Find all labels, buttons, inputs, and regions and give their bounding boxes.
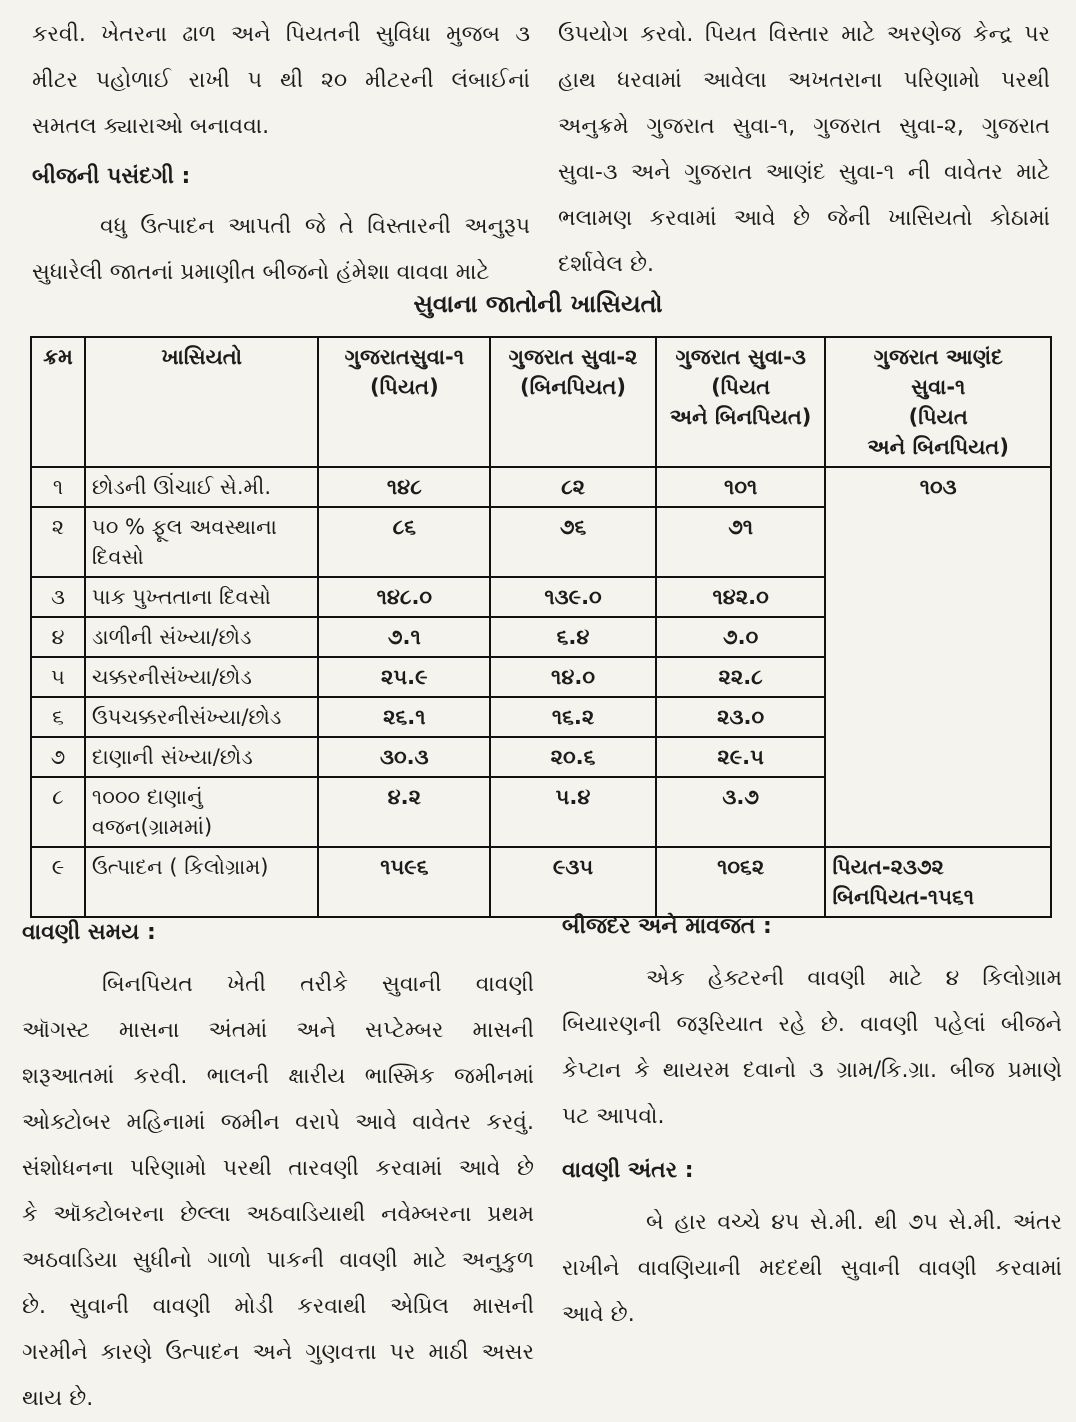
text-line: અઠવાડિયા સુધીનો ગાળો પાકની વાવણી માટે અનુકુળ <box>22 1248 534 1273</box>
cell-variety-2: ૯૩૫ <box>490 847 656 917</box>
header-variety-3 <box>656 337 826 467</box>
table-row <box>31 697 1051 737</box>
cell-sr: ૮ <box>31 777 85 847</box>
cell-variety-3: ૭૧ <box>656 507 826 577</box>
cell-variety-2: ૧૪.૦ <box>490 657 656 697</box>
cell-trait: છોડની ઊંચાઈ સે.મી. <box>85 467 319 507</box>
cell-variety-2: ૧૬.૨ <box>490 697 656 737</box>
text-line: ઑગસ્ટ માસના અંતમાં અને સપ્ટેમ્બર માસની <box>22 1018 534 1043</box>
table-row <box>31 737 1051 777</box>
section-heading-seed-selection: બીજની પસંદગી : <box>32 164 191 189</box>
header-line: (પિયત <box>711 375 771 399</box>
table-row <box>31 467 1051 507</box>
cell-variety-3: ૩.૭ <box>656 777 826 847</box>
cell-sr: ૫ <box>31 657 85 697</box>
text-line: હાથ ધરવામાં આવેલા અખતરાના પરિણામો પરથી <box>558 68 1050 93</box>
cell-variety-1: ૧૫૯૬ <box>318 847 490 917</box>
cell-sr: ૩ <box>31 577 85 617</box>
cell-variety-4 <box>825 777 1051 847</box>
cell-variety-1: ૭.૧ <box>318 617 490 657</box>
text-line: પટ આપવો. <box>562 1104 665 1129</box>
cell-variety-3: ૧૪૨.૦ <box>656 577 826 617</box>
text-line: ગરમીને કારણે ઉત્પાદન અને ગુણવત્તા પર માઠી અસર <box>22 1340 534 1365</box>
cell-variety-1: ૮૬ <box>318 507 490 577</box>
text-line: રાખીને વાવણિયાની મદદથી સુવાની વાવણી કરવામાં <box>562 1256 1062 1281</box>
text-line: મીટર પહોળાઈ રાખી ૫ થી ૨૦ મીટરની લંબાઈનાં <box>32 68 530 93</box>
cell-variety-3: ૨૯.૫ <box>656 737 826 777</box>
section-heading-seed-rate: બીજદર અને માવજત : <box>562 914 772 939</box>
header-line: અને બિનપિયત) <box>867 435 1009 459</box>
table-title: સુવાના જાતોની ખાસિયતો <box>413 290 663 318</box>
cell-trait: દાણાની સંખ્યા/છોડ <box>85 737 319 777</box>
cell-variety-1: ૧૪૮.૦ <box>318 577 490 617</box>
cell-trait: ઉત્પાદન ( કિલોગ્રામ) <box>85 847 319 917</box>
header-line: (પિયત) <box>369 375 439 399</box>
header-line: અને બિનપિયત) <box>669 405 812 429</box>
cell-variety-1: ૧૪૮ <box>318 467 490 507</box>
cell-variety-1: ૨૬.૧ <box>318 697 490 737</box>
text-line: કેપ્ટાન કે થાયરમ દવાનો ૩ ગ્રામ/કિ.ગ્રા. બીજ પ્રમાણે <box>562 1058 1062 1083</box>
header-line: ગુજરાતસુવા-૧ <box>344 345 465 369</box>
text-line: કરવી. ખેતરના ઢાળ અને પિયતની સુવિધા મુજબ ૩ <box>32 22 530 47</box>
top-right-column <box>558 12 1050 288</box>
text-line: ઉપયોગ કરવો. પિયત વિસ્તાર માટે અરણેજ કેન્દ્ર પર <box>558 22 1050 47</box>
cell-variety-4 <box>825 507 1051 577</box>
text-line: સુધારેલી જાતનાં પ્રમાણીત બીજનો હંમેશા વાવવા માટે <box>32 260 490 285</box>
table-row <box>31 577 1051 617</box>
text-line: ભલામણ કરવામાં આવે છે જેની ખાસિયતો કોઠામાં <box>558 206 1050 231</box>
text-line: આવે છે. <box>562 1302 635 1327</box>
cell-variety-2: ૫.૪ <box>490 777 656 847</box>
cell-variety-3: ૧૦૧ <box>656 467 826 507</box>
cell-variety-2: ૨૦.૬ <box>490 737 656 777</box>
cell-variety-4: પિયત-૨૩૭૨ બિનપિયત-૧૫૬૧ <box>825 847 1051 917</box>
header-line: ગુજરાત સુવા-૨ <box>508 345 638 369</box>
text-line: એક હેક્ટરની વાવણી માટે ૪ કિલોગ્રામ <box>646 966 1062 991</box>
table-header-row <box>31 337 1051 467</box>
cell-variety-4 <box>825 697 1051 737</box>
cell-sr: ૧ <box>31 467 85 507</box>
cell-trait: પાક પુખ્તતાના દિવસો <box>85 577 319 617</box>
text-line: સુવા-૩ અને ગુજરાત આણંદ સુવા-૧ ની વાવેતર માટે <box>558 160 1050 185</box>
cell-variety-4 <box>825 617 1051 657</box>
header-variety-1 <box>318 337 490 467</box>
header-sr: ક્રમ <box>31 337 85 467</box>
cell-trait: ૧૦૦૦ દાણાનું વજન(ગ્રામમાં) <box>85 777 319 847</box>
cell-trait: ૫૦ % ફૂલ અવસ્થાના દિવસો <box>85 507 319 577</box>
bottom-right-column <box>562 904 1062 1338</box>
cell-variety-3: ૭.૦ <box>656 617 826 657</box>
cell-sr: ૪ <box>31 617 85 657</box>
cell-variety-3: ૨૨.૮ <box>656 657 826 697</box>
cell-trait: ચક્કરનીસંખ્યા/છોડ <box>85 657 319 697</box>
text-line: દર્શાવેલ છે. <box>558 252 654 277</box>
table-row <box>31 657 1051 697</box>
top-left-column <box>32 12 530 296</box>
text-line: શરૂઆતમાં કરવી. ભાલની ક્ષારીય ભાસ્મિક જમીનમાં <box>22 1064 534 1089</box>
cell-variety-4 <box>825 577 1051 617</box>
cell-variety-2: ૮૨ <box>490 467 656 507</box>
text-line: ઓક્ટોબર મહિનામાં જમીન વરાપે આવે વાવેતર કરવું. <box>22 1110 534 1135</box>
text-line: કે ઑક્ટોબરના છેલ્લા અઠવાડિયાથી નવેમ્બરના પ્રથમ <box>22 1202 534 1227</box>
text-line: બે હાર વચ્ચે ૪૫ સે.મી. થી ૭૫ સે.મી. અંતર <box>646 1210 1062 1235</box>
section-heading-sowing-time: વાવણી સમય : <box>22 920 156 945</box>
text-line: સંશોધનના પરિણામો પરથી તારવણી કરવામાં આવે છે <box>22 1156 534 1181</box>
text-line: બિનપિયત ખેતી તરીકે સુવાની વાવણી <box>102 972 534 997</box>
cell-variety-2: ૭૬ <box>490 507 656 577</box>
cell-sr: ૭ <box>31 737 85 777</box>
cell-variety-1: ૨૫.૯ <box>318 657 490 697</box>
cell-trait: ડાળીની સંખ્યા/છોડ <box>85 617 319 657</box>
text-line: બિયારણની જરૂરિયાત રહે છે. વાવણી પહેલાં બીજને <box>562 1012 1062 1037</box>
table-row <box>31 617 1051 657</box>
header-trait: ખાસિયતો <box>85 337 319 467</box>
section-heading-sowing-spacing: વાવણી અંતર : <box>562 1158 694 1183</box>
text-line: સમતલ ક્યારાઓ બનાવવા. <box>32 114 270 139</box>
cell-variety-3: ૨૩.૦ <box>656 697 826 737</box>
cell-variety-1: ૪.૨ <box>318 777 490 847</box>
header-line: (બિનપિયત) <box>520 375 626 399</box>
cell-trait: ઉપચક્કરનીસંખ્યા/છોડ <box>85 697 319 737</box>
cell-sr: ૯ <box>31 847 85 917</box>
cell-variety-1: ૩૦.૩ <box>318 737 490 777</box>
header-variety-4 <box>825 337 1051 467</box>
cell-variety-4 <box>825 657 1051 697</box>
varieties-table <box>30 336 1052 918</box>
cell-sr: ૬ <box>31 697 85 737</box>
header-line: ગુજરાત આણંદ <box>873 345 1003 369</box>
bottom-left-column <box>22 910 534 1422</box>
cell-variety-3: ૧૦૬૨ <box>656 847 826 917</box>
table-row <box>31 777 1051 847</box>
header-line: ગુજરાત સુવા-૩ <box>675 345 806 369</box>
text-line: થાય છે. <box>22 1386 94 1411</box>
text-line: છે. સુવાની વાવણી મોડી કરવાથી એપ્રિલ માસની <box>22 1294 534 1319</box>
header-variety-2 <box>490 337 656 467</box>
cell-variety-4: ૧૦૩ <box>825 467 1051 507</box>
cell-sr: ૨ <box>31 507 85 577</box>
text-line: અનુક્રમે ગુજરાત સુવા-૧, ગુજરાત સુવા-૨, ગુજરાત <box>558 114 1050 139</box>
header-line: (પિયત <box>908 405 968 429</box>
header-line: સુવા-૧ <box>911 375 966 399</box>
table-row <box>31 507 1051 577</box>
cell-variety-2: ૬.૪ <box>490 617 656 657</box>
cell-variety-2: ૧૩૯.૦ <box>490 577 656 617</box>
text-line: વધુ ઉત્પાદન આપતી જે તે વિસ્તારની અનુરૂપ <box>100 214 530 239</box>
cell-variety-4 <box>825 737 1051 777</box>
